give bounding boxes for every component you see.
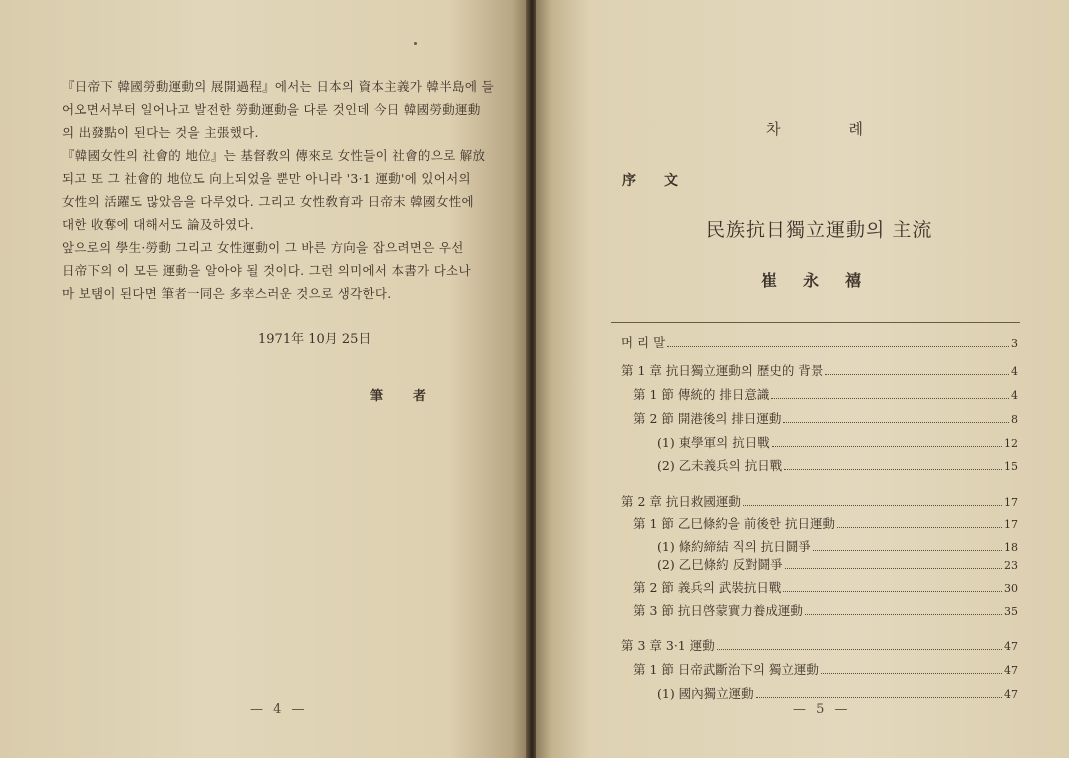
toc-entry[interactable] [633,409,1018,429]
toc-leader [783,582,1002,592]
text-line: 어오면서부터 일어나고 발전한 勞動運動을 다룬 것인데 今日 韓國勞動運動 [62,102,481,117]
toc-entry-label: (2) 乙巳條約 反對鬪爭 [657,557,783,572]
toc-entry[interactable] [621,636,1018,656]
toc-entry-page: 12 [1004,437,1018,450]
toc-entry-page: 47 [1004,688,1018,701]
toc-leader [783,413,1009,423]
toc-title: 차례 [766,120,931,138]
toc-entry-page: 30 [1004,582,1018,595]
toc-entry-label: 머 리 말 [621,335,666,350]
paragraph-2 [62,144,486,236]
toc-entry-label: 第 1 節 傳統的 排日意識 [633,387,770,402]
toc-entry-page: 35 [1004,605,1018,618]
text-line: 의 出發點이 된다는 것을 主張했다. [62,125,259,140]
toc-entry-page: 18 [1004,541,1018,554]
toc-entry-label: 第 2 章 抗日救國運動 [621,494,741,509]
paragraph-1 [62,75,494,144]
toc-entry-page: 23 [1004,559,1018,572]
toc-entry[interactable] [633,660,1018,680]
toc-entry-label: 第 1 節 乙巳條約을 前後한 抗日運動 [633,516,835,531]
paper-speck [414,42,417,45]
toc-leader [821,664,1002,674]
text-line: 되고 또 그 社會的 地位도 向上되었을 뿐만 아니라 '3·1 運動'에 있어서의 [62,171,471,186]
toc-entry-page: 15 [1004,460,1018,473]
text-line: 대한 收奪에 대해서도 論及하였다. [62,217,255,232]
toc-entry-page: 8 [1011,413,1018,426]
toc-entry-label: 第 3 章 3·1 運動 [621,638,715,653]
preface-label: 序文 [622,173,706,189]
toc-entry[interactable] [657,456,1018,476]
text-line: 앞으로의 學生·勞動 그리고 女性運動이 그 바른 方向을 잡으려면은 우선 [62,240,464,255]
toc-leader [784,460,1002,470]
toc-entry[interactable] [633,601,1018,621]
toc-leader [743,496,1002,506]
toc-leader [785,559,1002,569]
toc-entry[interactable] [621,333,1018,353]
toc-entry-label: 第 3 節 抗日啓蒙實力養成運動 [633,603,803,618]
toc-entry[interactable] [657,433,1018,453]
toc-entry-page: 3 [1011,337,1018,350]
toc-entry[interactable] [657,537,1018,557]
toc-entry-page: 4 [1011,389,1018,402]
paragraph-3 [62,236,486,305]
toc-entry[interactable] [621,492,1018,512]
toc-entry-page: 47 [1004,664,1018,677]
toc-leader [825,365,1009,375]
toc-entry-page: 47 [1004,640,1018,653]
page-number-right: — 5 — [793,702,851,717]
toc-entry[interactable] [657,555,1018,575]
page-number-left: — 4 — [250,702,308,717]
toc-entry[interactable] [657,684,1018,704]
toc-leader [667,337,1009,347]
signature-author: 筆者 [370,389,457,404]
toc-entry-page: 17 [1004,518,1018,531]
toc-entry-label: (1) 條約締結 직의 抗日鬪爭 [657,539,811,554]
toc-divider [611,322,1020,323]
preface-author: 崔永禧 [761,271,888,290]
preface-title: 民族抗日獨立運動의 主流 [706,219,933,241]
toc-entry-label: (1) 東學軍의 抗日戰 [657,435,770,450]
toc-leader [717,640,1002,650]
text-line: 日帝下의 이 모든 運動을 알아야 될 것이다. 그런 의미에서 本書가 다소나 [62,263,471,278]
text-line: 마 보탬이 된다면 筆者一同은 多幸스러운 것으로 생각한다. [62,286,392,301]
toc-entry-page: 4 [1011,365,1018,378]
left-page [0,0,528,758]
toc-entry[interactable] [633,385,1018,405]
toc-leader [772,437,1002,447]
toc-entry-label: 第 1 章 抗日獨立運動의 歷史的 背景 [621,363,824,378]
toc-entry-label: 第 2 節 義兵의 武裝抗日戰 [633,580,782,595]
text-line: 『日帝下 韓國勞動運動의 展開過程』에서는 日本의 資本主義가 韓半島에 들 [62,79,494,94]
toc-leader [813,541,1002,551]
toc-entry[interactable] [621,361,1018,381]
signature-date: 1971年 10月 25日 [258,332,372,347]
toc-entry-label: 第 2 節 開港後의 排日運動 [633,411,782,426]
toc-entry[interactable] [633,578,1018,598]
toc-leader [837,518,1002,528]
toc-entry-page: 17 [1004,496,1018,509]
text-line: 『韓國女性의 社會的 地位』는 基督敎의 傳來로 女性들이 社會的으로 解放 [62,148,486,163]
toc-entry[interactable] [633,514,1018,534]
toc-entry-label: 第 1 節 日帝武斷治下의 獨立運動 [633,662,819,677]
toc-leader [771,389,1009,399]
toc-entry-label: (1) 國內獨立運動 [657,686,754,701]
toc-leader [805,605,1002,615]
text-line: 女性의 活躍도 많았음을 다루었다. 그리고 女性敎育과 日帝末 韓國女性에 [62,194,474,209]
toc-leader [756,688,1002,698]
toc-entry-label: (2) 乙未義兵의 抗日戰 [657,458,783,473]
